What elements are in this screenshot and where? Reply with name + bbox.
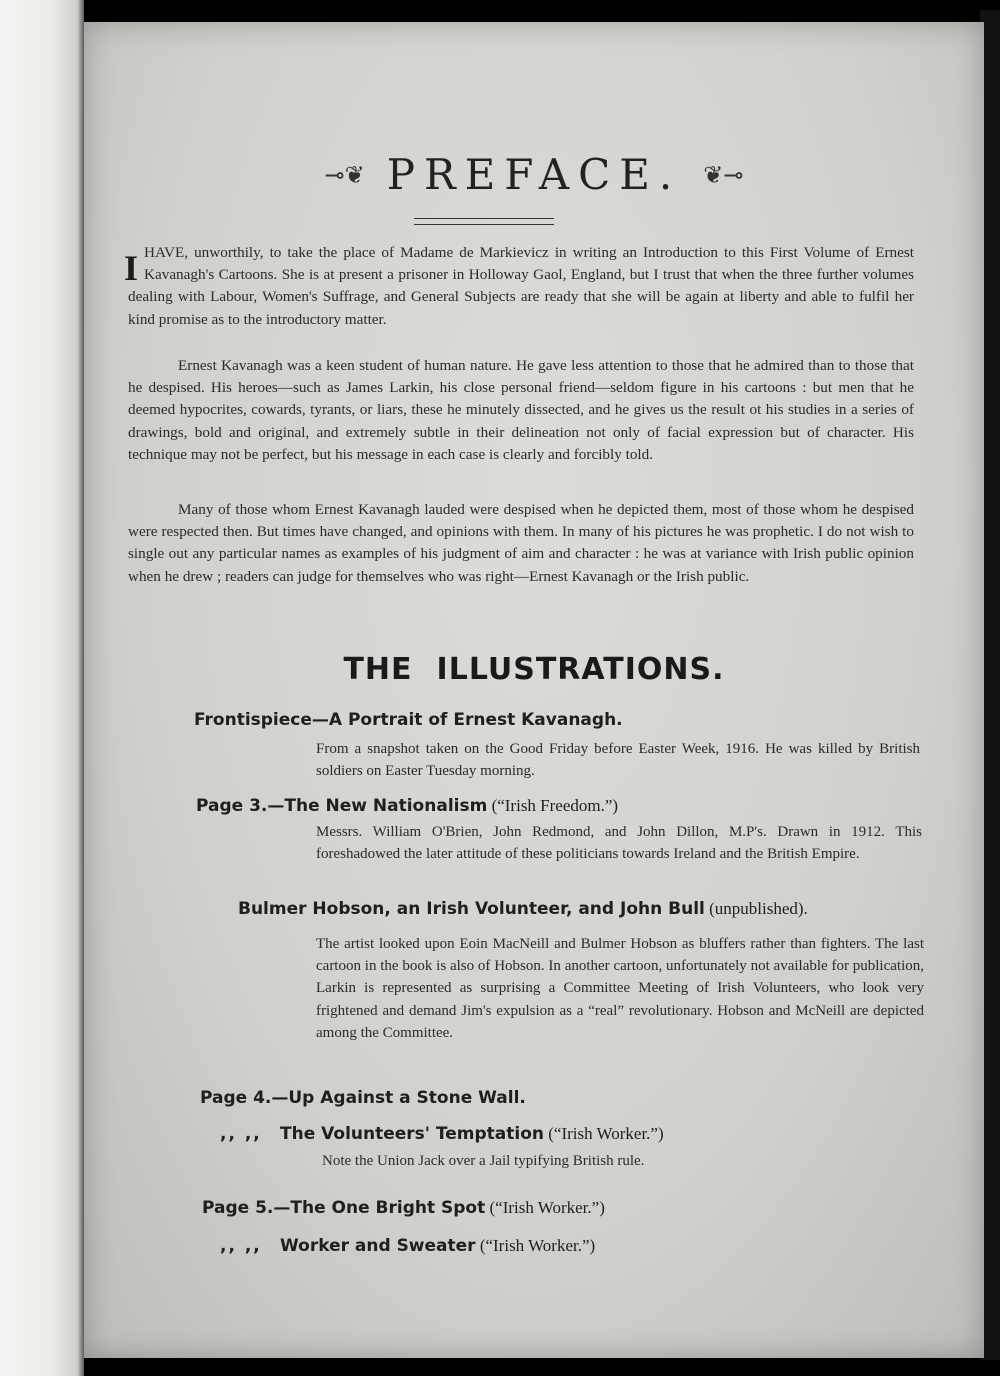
preface-title: PREFACE.: [386, 150, 682, 199]
left-page-edge: [0, 0, 84, 1376]
paragraph-1-text: HAVE, unworthily, to take the place of Madame de Markievicz in writing an Introduction to this First Volume of Ernest Kavanagh's Cartoons. She is at present a prisoner in Holloway Gaol, England, but I trust that when the three further volumes dealing with Labour, Women's Suffrage, and General Subjects are ready that she will be again at liberty and able to fulfil her kind promise as to the introductory matter.: [128, 244, 914, 328]
entry-hobson-label: Bulmer Hobson, an Irish Volunteer, and John Bull: [238, 899, 705, 919]
illustrations-heading-word-2: ILLUSTRATIONS.: [436, 652, 725, 687]
entry-page5-note: (“Irish Worker.”): [489, 1198, 605, 1217]
entry-hobson-note: (unpublished).: [709, 899, 808, 918]
entry-page5b: [220, 1236, 595, 1256]
ditto-marks-icon: ,, ,,: [220, 1124, 262, 1144]
entry-page5-label: Page 5.—The One Bright Spot: [202, 1198, 486, 1218]
preface-title-row: [84, 150, 984, 199]
entry-page5b-label: Worker and Sweater: [280, 1236, 476, 1256]
book-page: [84, 22, 984, 1358]
entry-page4-label: Page 4.—Up Against a Stone Wall.: [200, 1088, 526, 1108]
preface-paragraph-2: Ernest Kavanagh was a keen student of human nature. He gave less attention to those that he admired than to those that he despised. His heroes—such as James Larkin, his close personal friend—seldom figure in his cartoons : but men that he deemed hypocrites, cowards, tyrants, or liars, these he minutely dissected, and he gives us the result ot his studies in a series of drawings, bold and original, and extremely subtle in their delineation not only of facial expression but of character. His technique may not be perfect, but his message in each case is clearly and forcibly told.: [128, 357, 914, 463]
entry-page4: [200, 1088, 526, 1108]
illustrations-heading: [84, 652, 984, 687]
entry-page3-label: Page 3.—The New Nationalism: [196, 796, 488, 816]
entry-frontispiece: [194, 710, 623, 730]
drop-cap: I: [124, 248, 139, 288]
entry-page4b: [220, 1124, 664, 1144]
title-double-rule: [414, 218, 554, 225]
ditto-marks-icon: ,, ,,: [220, 1236, 262, 1256]
entry-hobson-desc: The artist looked upon Eoin MacNeill and Bulmer Hobson as bluffers rather than fighters. The last cartoon in the book is also of Hobson. In another cartoon, unfortunately not available for publication, Larkin is represented as surprising a Committee Meeting of Irish Volunteers, who look very frightened and demand Jim's expulsion as a “real” revolutionary. Hobson and McNeill are depicted among the Committee.: [316, 936, 924, 1041]
entry-page3: [196, 796, 618, 816]
entry-page5: [202, 1198, 605, 1218]
entry-page4b-label: The Volunteers' Temptation: [280, 1124, 544, 1144]
fleuron-left-icon: ⊸❦: [324, 160, 365, 189]
fleuron-right-icon: ❦⊸: [703, 160, 744, 189]
entry-hobson: [238, 899, 808, 919]
illustrations-heading-word-1: THE: [343, 652, 413, 687]
entry-frontispiece-label: Frontispiece—A Portrait of Ernest Kavanagh.: [194, 710, 623, 730]
entry-page3-desc: Messrs. William O'Brien, John Redmond, and John Dillon, M.P's. Drawn in 1912. This foreshadowed the later attitude of these politicians towards Ireland and the British Empire.: [316, 824, 922, 863]
preface-paragraph-1: [124, 242, 914, 331]
entry-page5b-note: (“Irish Worker.”): [479, 1236, 596, 1255]
entry-frontispiece-desc: From a snapshot taken on the Good Friday before Easter Week, 1916. He was killed by British soldiers on Easter Tuesday morning.: [316, 741, 920, 780]
entry-page3-note: (“Irish Freedom.”): [491, 796, 619, 815]
entry-page4b-desc: Note the Union Jack over a Jail typifying British rule.: [322, 1153, 645, 1169]
preface-paragraph-3: Many of those whom Ernest Kavanagh lauded were despised when he depicted them, most of those whom he despised were respected then. But times have changed, and opinions with them. In many of his pictures he was prophetic. I do not wish to single out any particular names as examples of his judgment of aim and character : he was at variance with Irish public opinion when he drew ; readers can judge for themselves who was right—Ernest Kavanagh or the Irish public.: [128, 501, 914, 585]
entry-page4b-note: (“Irish Worker.”): [548, 1124, 664, 1143]
